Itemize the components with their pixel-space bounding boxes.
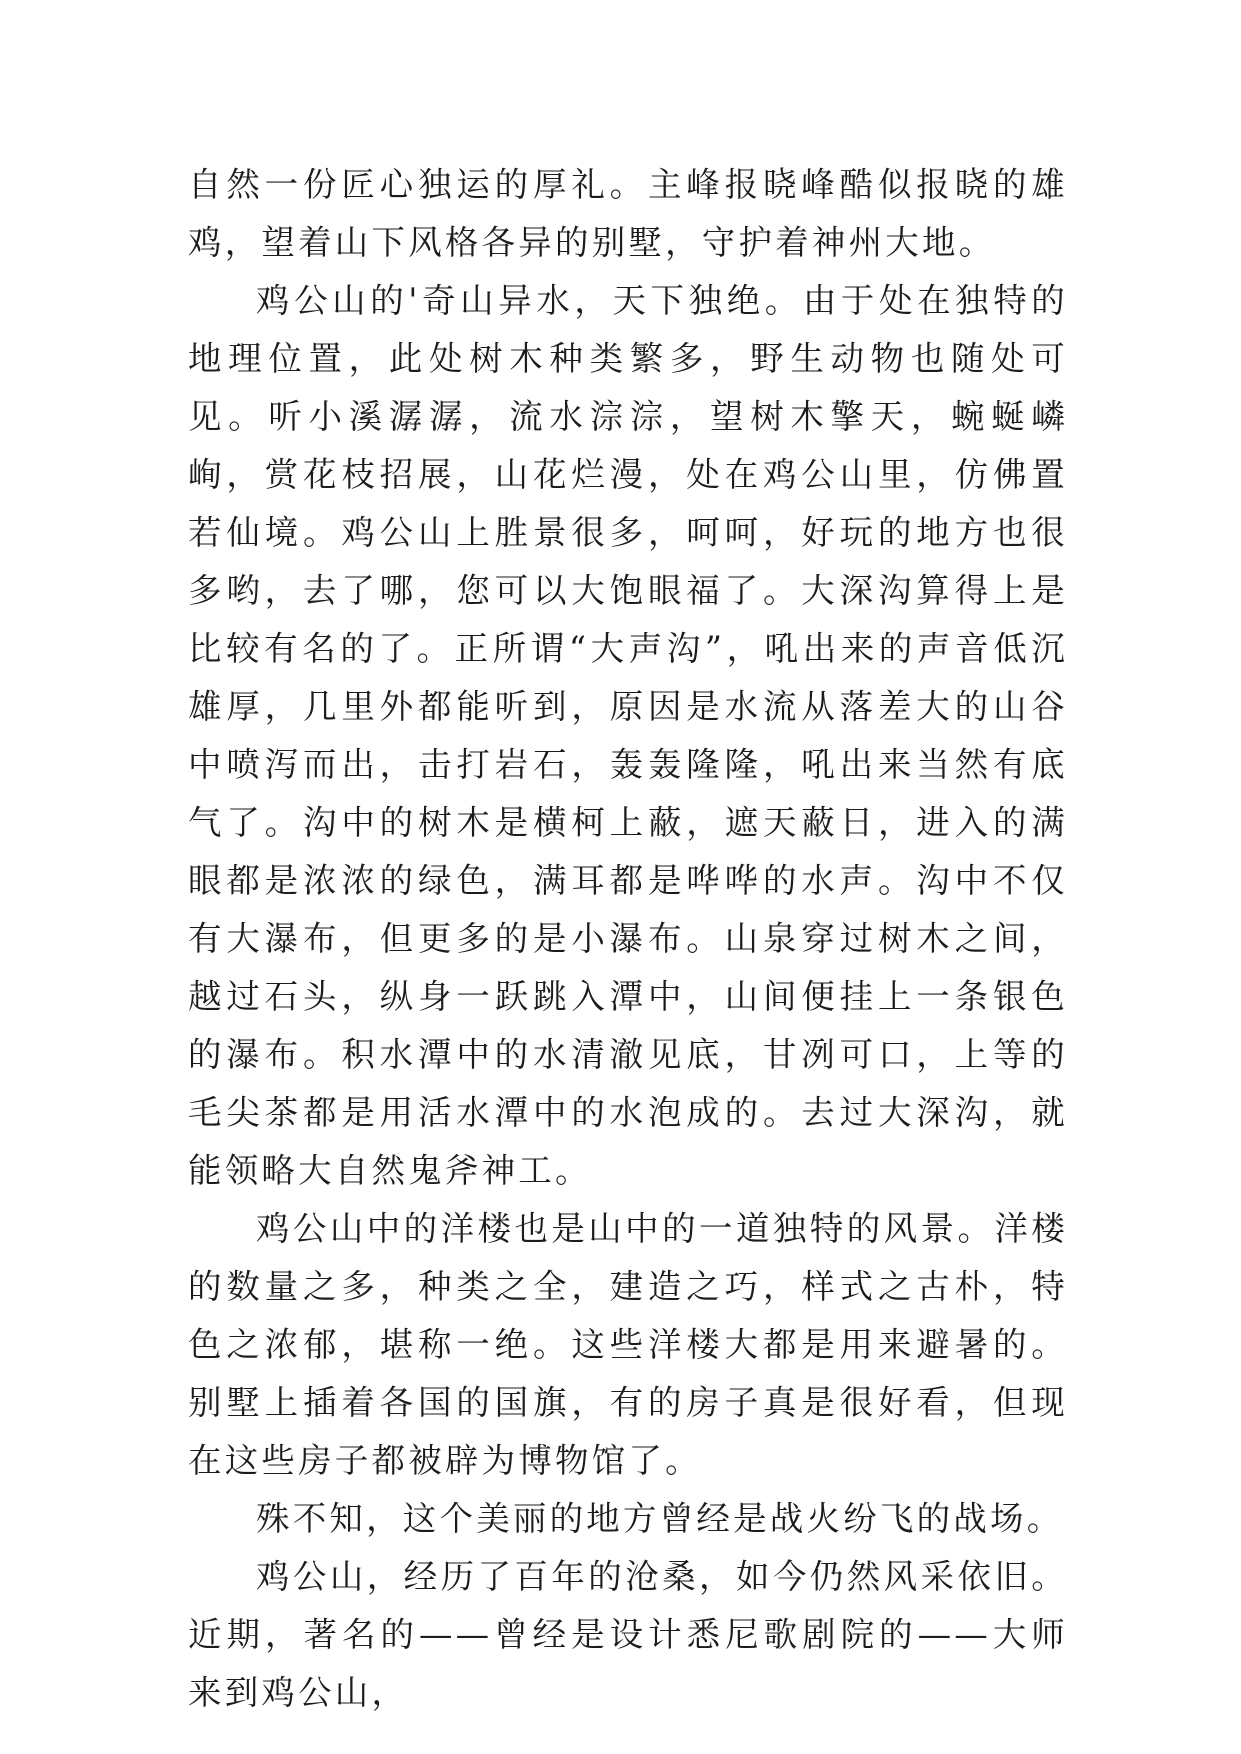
paragraph-continuation: 自然一份匠心独运的厚礼。主峰报晓峰酷似报晓的雄鸡，望着山下风格各异的别墅，守护着神州大地。	[188, 165, 1068, 262]
paragraph-history: 鸡公山，经历了百年的沧桑，如今仍然风采依旧。近期，著名的——曾经是设计悉尼歌剧院的——大师来到鸡公山，	[188, 1557, 1068, 1712]
document-body	[188, 156, 1068, 1722]
paragraph-scenery: 鸡公山的'奇山异水，天下独绝。由于处在独特的地理位置，此处树木种类繁多，野生动物也随处可见。听小溪潺潺，流水淙淙，望树木擎天，蜿蜒嶙峋，赏花枝招展，山花烂漫，处在鸡公山里，仿佛置若仙境。鸡公山上胜景很多，呵呵，好玩的地方也很多哟，去了哪，您可以大饱眼福了。大深沟算得上是比较有名的了。正所谓“大声沟”，吼出来的声音低沉雄厚，几里外都能听到，原因是水流从落差大的山谷中喷泻而出，击打岩石，轰轰隆隆，吼出来当然有底气了。沟中的树木是横柯上蔽，遮天蔽日，进入的满眼都是浓浓的绿色，满耳都是哗哗的水声。沟中不仅有大瀑布，但更多的是小瀑布。山泉穿过树木之间，越过石头，纵身一跃跳入潭中，山间便挂上一条银色的瀑布。积水潭中的水清澈见底，甘冽可口，上等的毛尖茶都是用活水潭中的水泡成的。去过大深沟，就能领略大自然鬼斧神工。	[188, 281, 1068, 1190]
paragraph-villas: 鸡公山中的洋楼也是山中的一道独特的风景。洋楼的数量之多，种类之全，建造之巧，样式之古朴，特色之浓郁，堪称一绝。这些洋楼大都是用来避暑的。别墅上插着各国的国旗，有的房子真是很好看，但现在这些房子都被辟为博物馆了。	[188, 1209, 1068, 1480]
paragraph-battlefield: 殊不知，这个美丽的地方曾经是战火纷飞的战场。	[256, 1499, 1064, 1538]
